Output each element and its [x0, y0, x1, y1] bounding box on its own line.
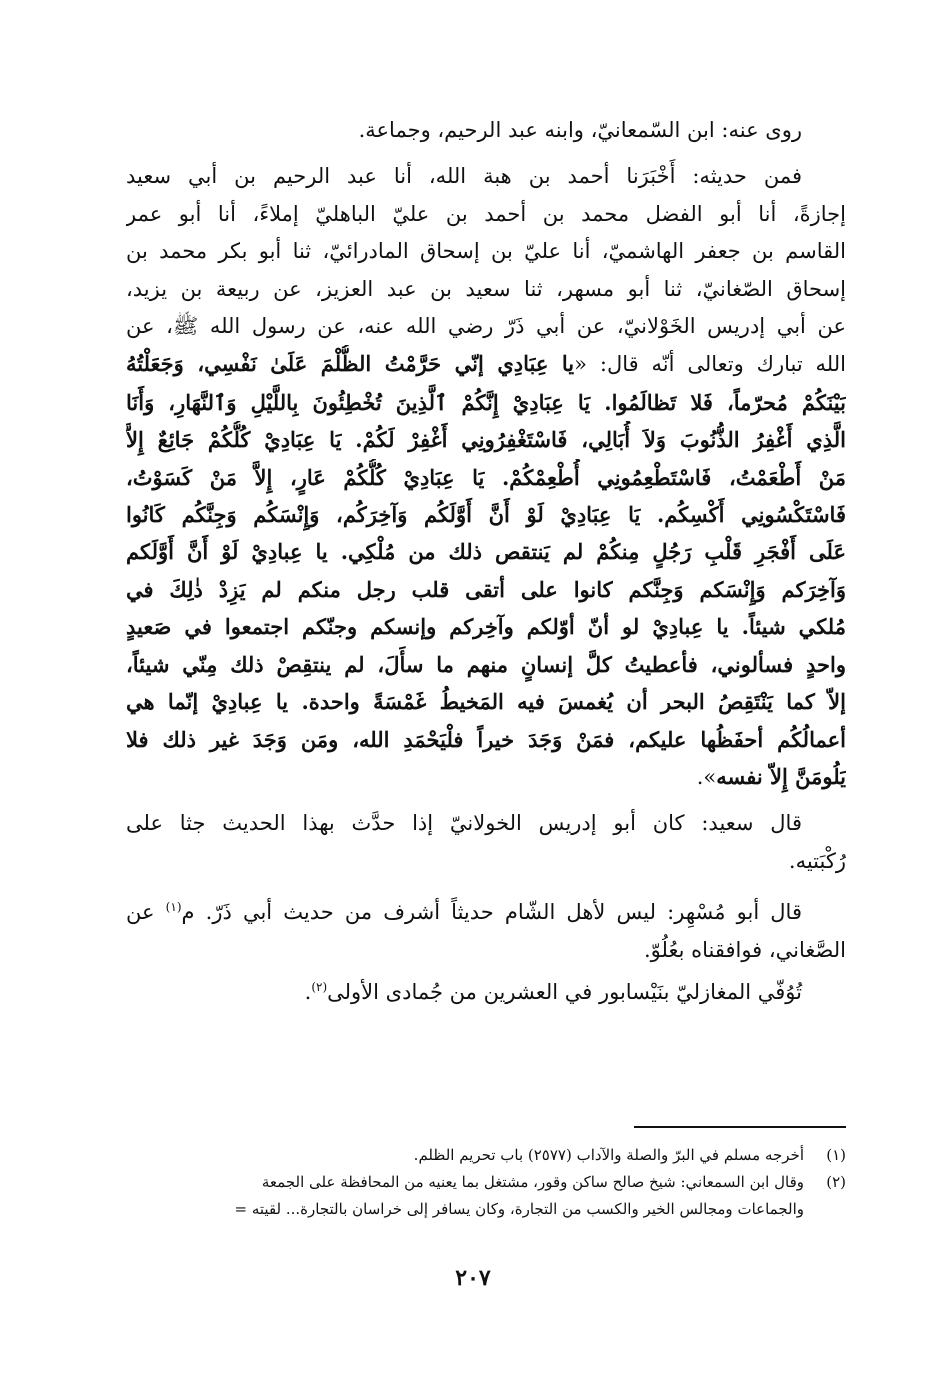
footnote-text: أخرجه مسلم في البرّ والصلة والآداب (٢٥٧٧) باب تحريم الظلم. [413, 1146, 804, 1164]
page-number: ٢٠٧ [455, 1265, 491, 1291]
saeed-line: قال سعيد: كان أبو إدريس الخولانيّ إذا حدَّث بهذا الحديث جثا على [126, 811, 802, 836]
hadith-line: مَنْ أَطْعَمْتُ، فَاسْتَطْعِمُونِي أُطْعِمْكُمْ. يَا عِبَادِيْ كُلُّكُمْ عَارٍ، إِلاَّ مَنْ كَسَوْتُ، [126, 464, 846, 490]
hadith-line: وَآخِرَكم وَإِنْسَكم وَجِنَّكم كانوا على أتقى قلب رجل منكم لم يَزِدْ ذٰلِكَ في [126, 576, 846, 602]
hadith-closing-line [126, 758, 846, 796]
isnad-line: فمن حديثه: أَخْبَرَنا أحمد بن هبة الله، أنا عبد الرحيم بن أبي سعيد [126, 164, 802, 189]
hadith-last-words: يَلُومَنَّ إِلاّ نفسه [716, 763, 846, 789]
narrators-line: روى عنه: ابن السّمعانيّ، وابنه عبد الرحيم، وجماعة. [358, 118, 802, 142]
hadith-intro: الله تبارك وتعالى أنّه قال: « [574, 352, 846, 377]
footnote-number: (٢) [826, 1173, 846, 1191]
isnad-paragraph [126, 158, 846, 796]
hadith-line: فَاسْتَكْسُونِي أَكْسِكُم. يَا عِبَادِيْ لَوْ أَنَّ أَوَّلَكُم وَآخِرَكُم، وَإِنْسَكُم وَجِنَّكُم كَانُوا [126, 502, 846, 528]
footnote-number: (١) [826, 1146, 846, 1164]
isnad-line: القاسم بن جعفر الهاشميّ، أنا عليّ بن إسحاق المادرائيّ، ثنا أبو بكر محمد بن [126, 239, 846, 264]
hadith-line: بَيْنَكُمْ مُحرّماً، فَلا تَظالَمُوا. يَا عِبَادِيْ إِنَّكُمْ ٱلَّذِينَ تُخْطِئُونَ بِاللَّيْلِ وَٱلنَّهَارِ، وَأَنَا [126, 389, 846, 415]
hadith-line: عَلَى أَفْجَرِ قَلْبِ رَجُلٍ مِنكُمْ لم يَنتقص ذلك من مُلْكِي. يا عِبادِيْ لَوْ أَنَّ أَوَّلَكم [126, 539, 846, 565]
hadith-line: إلاّ كما يَنْتَقِصُ البحر أن يُغمسَ فيه المَخيطُ غَمْسَةً واحدة. يا عِبادِيْ إنّما هي [126, 689, 846, 715]
death-end: . [304, 979, 312, 1004]
hadith-line: واحدٍ فسألوني، فأعطيتُ كلَّ إنسانٍ منهم ما سأَلَ، لم ينتقِصْ ذلك مِنّي شيئاً، [126, 651, 846, 677]
hadith-line: مُلكي شيئاً. يا عِبادِيْ لو أنّ أوّلكم وآخِركم وإنسكم وجنّكم اجتمعوا في صَعيدٍ [126, 614, 846, 640]
hadith-close-quote: ». [696, 764, 717, 789]
footnote-continuation: والجماعات ومجالس الخير والكسب من التجارة، وكان يسافر إلى خراسان بالتجارة... لقيته = [234, 1200, 804, 1218]
saeed-paragraph [126, 805, 846, 880]
footnotes [126, 1142, 846, 1223]
footnote-divider [634, 1126, 846, 1128]
death-line [126, 969, 846, 1011]
hadith-opening-line [126, 345, 846, 383]
footnote-item [126, 1169, 846, 1196]
abu-mushir-text: قال أبو مُسْهِر: ليس لأهل الشّام حديثاً أشرف من حديث أبي ذَرّ. م [181, 900, 802, 925]
abu-mushir-paragraph [126, 889, 846, 969]
hadith-text: يا عِبَادِي إنّي حَرَّمْتُ الظُّلْمَ عَلَىٰ نَفْسِي، وَجَعَلْتُهُ [126, 351, 575, 377]
abu-mushir-text-end: عن [126, 900, 166, 925]
footnote-ref[interactable]: (١) [165, 900, 182, 915]
main-text [126, 112, 846, 1011]
saeed-line: رُكْبَتيه. [788, 848, 846, 873]
footnote-item [126, 1142, 846, 1169]
death-text: تُوُفّي المغازليّ بنَيْسابور في العشرين من جُمادى الأولى [327, 979, 802, 1004]
footnote-ref[interactable]: (٢) [311, 979, 328, 994]
abu-mushir-line [126, 889, 846, 931]
hadith-line: أعمالُكُم أحفَظُها عليكم، فمَنْ وَجَدَ خيراً فلْيَحْمَدِ الله، ومَن وَجَدَ غير ذلك فلا [126, 726, 846, 752]
footnote-text: وقال ابن السمعاني: شيخ صالح ساكن وقور، مشتغل بما يعنيه من المحافظة على الجمعة [261, 1173, 804, 1191]
isnad-line: عن أبي إدريس الخَوْلانيّ، عن أبي ذَرّ رضي الله عنه، عن رسول الله ﷺ، عن [126, 314, 846, 339]
abu-mushir-line: الصَّغاني، فوافقناه بعُلُوّ. [643, 937, 846, 962]
isnad-line: إسحاق الصّغانيّ، ثنا أبو مسهر، ثنا سعيد بن عبد العزيز، عن ربيعة بن يزيد، [126, 276, 846, 301]
isnad-line: إجازةً، أنا أبو الفضل محمد بن أحمد بن عليّ الباهليّ إملاءً، أنا أبو عمر [126, 201, 846, 226]
hadith-line: الَّذِي أَغْفِرُ الذُّنُوبَ وَلاَ أُبَالِي، فَاسْتَغْفِرُونِي أَغْفِرْ لَكُمْ. يَا عِبَادِيْ كُلُّكُمْ جَائِعٌ إِلاَّ [126, 427, 846, 453]
